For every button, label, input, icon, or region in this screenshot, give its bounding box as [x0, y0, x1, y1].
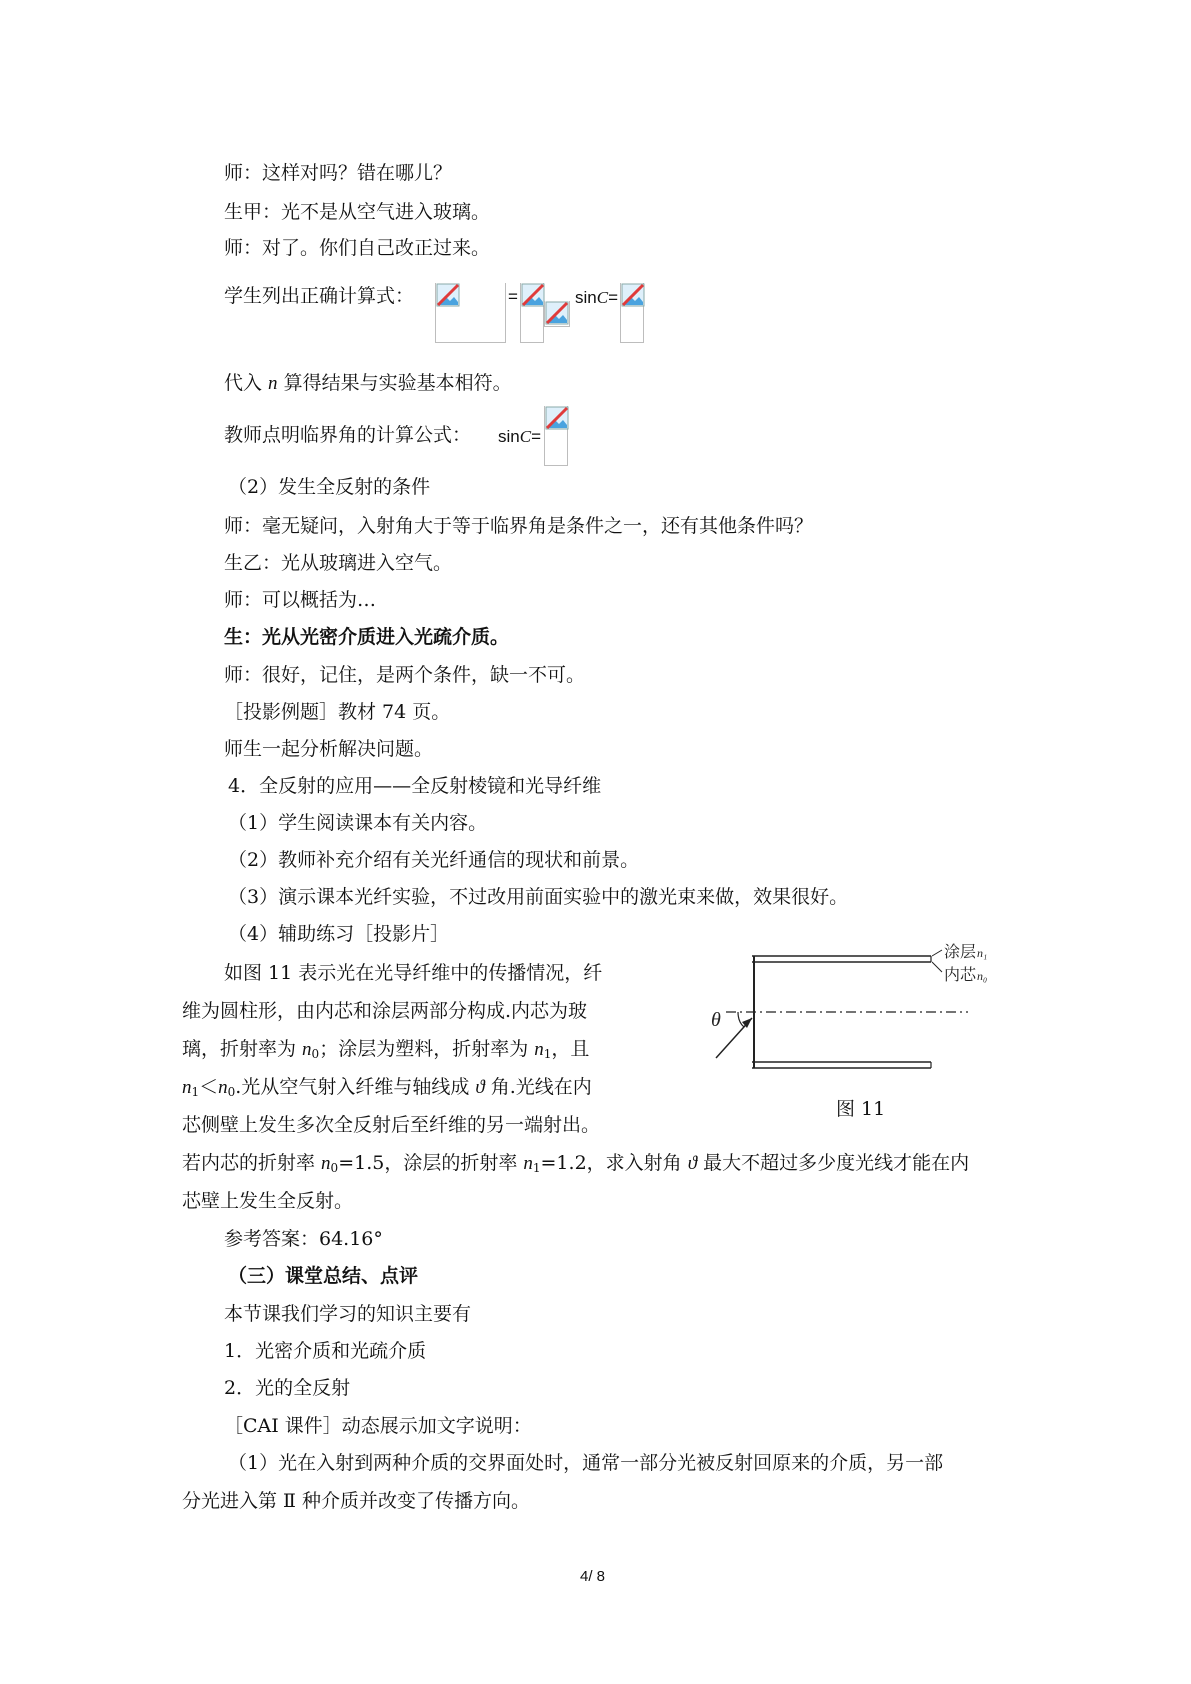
dialogue-line: 师：可以概括为… — [224, 589, 377, 611]
variable-n: n — [534, 1039, 544, 1060]
figure-caption: 图 11 — [836, 1098, 886, 1120]
text-segment: ，且 — [551, 1038, 590, 1060]
formula-image-placeholder — [544, 406, 568, 466]
broken-image-icon — [545, 406, 569, 430]
text-segment: 算得结果与实验基本相符。 — [277, 372, 512, 394]
text-segment: =1.2，求入射角 — [540, 1152, 688, 1174]
dialogue-line: 师：对了。你们自己改正过来。 — [224, 237, 491, 259]
variable-n: n — [268, 373, 278, 394]
coating-index-label: n₁ — [977, 946, 988, 960]
dialogue-line: 生乙：光从玻璃进入空气。 — [224, 552, 453, 574]
list-item: （4）辅助练习［投影片］ — [228, 923, 450, 945]
subscript: 1 — [543, 1047, 552, 1061]
formula-intro: 学生列出正确计算式： — [224, 285, 415, 307]
formula-image-placeholder — [435, 283, 506, 343]
sin-label: sin — [498, 427, 520, 446]
key-statement: 光从光密介质进入光疏介质。 — [262, 626, 510, 648]
answer-line: 参考答案：64.16° — [224, 1228, 383, 1250]
text-segment: ；涂层为塑料，折射率为 — [319, 1038, 535, 1060]
subscript: 1 — [191, 1085, 200, 1099]
text-line: 分光进入第 Ⅱ 种介质并改变了传播方向。 — [182, 1490, 530, 1512]
text-line: ［投影例题］教材 74 页。 — [224, 701, 451, 723]
broken-image-icon — [521, 283, 545, 307]
theta-label: θ — [711, 1009, 721, 1031]
variable-n: n — [302, 1039, 312, 1060]
theta-symbol: ϑ — [687, 1153, 698, 1174]
text-line: （1）光在入射到两种介质的交界面处时，通常一部分光被反射回原来的介质，另一部 — [228, 1452, 944, 1474]
text-segment: =1.5，涂层的折射率 — [338, 1152, 524, 1174]
dialogue-line: 师：很好，记住，是两个条件，缺一不可。 — [224, 664, 586, 686]
coating-label: 涂层 — [944, 942, 977, 961]
variable-n: n — [182, 1077, 192, 1098]
critical-angle-symbol: C — [519, 427, 532, 446]
problem-text: 维为圆柱形，由内芯和涂层两部分构成.内芯为玻 — [182, 1000, 588, 1022]
problem-text: 芯壁上发生全反射。 — [182, 1190, 354, 1212]
sin-label: sin — [575, 288, 597, 307]
formula-intro: 教师点明临界角的计算公式： — [224, 424, 472, 446]
broken-image-icon — [436, 283, 460, 307]
variable-n: n — [321, 1153, 331, 1174]
formula-image-placeholder — [620, 283, 644, 343]
subscript: 0 — [227, 1085, 236, 1099]
list-item: （1）学生阅读课本有关内容。 — [228, 812, 488, 834]
speaker-label: 生： — [224, 626, 263, 648]
formula-image-placeholder — [544, 301, 570, 327]
subscript: 0 — [311, 1047, 320, 1061]
less-than: ＜ — [199, 1076, 219, 1098]
variable-n: n — [523, 1153, 533, 1174]
equals-sign: = — [508, 287, 518, 306]
text-segment: 角.光线在内 — [484, 1076, 592, 1098]
text-line: 本节课我们学习的知识主要有 — [224, 1303, 472, 1325]
subscript: 0 — [330, 1161, 339, 1175]
text-segment: 最大不超过多少度光线才能在内 — [697, 1152, 970, 1174]
dialogue-line: 生甲：光不是从空气进入玻璃。 — [224, 201, 491, 223]
formula-text — [498, 424, 541, 450]
variable-n: n — [218, 1077, 228, 1098]
text-segment: 代入 — [224, 372, 269, 394]
text-line — [224, 370, 512, 397]
equals-sign: = — [608, 288, 619, 307]
subsection-heading: （2）发生全反射的条件 — [228, 476, 431, 498]
text-segment: .光从空气射入纤维与轴线成 — [235, 1076, 476, 1098]
problem-text — [182, 1074, 592, 1105]
optical-fiber-figure — [696, 940, 1008, 1090]
core-index-label: n₀ — [977, 969, 988, 983]
dialogue-line: 师：这样对吗？错在哪儿？ — [224, 162, 453, 184]
list-item: （3）演示课本光纤实验，不过改用前面实验中的激光束来做，效果很好。 — [228, 886, 849, 908]
text-segment: 若内芯的折射率 — [182, 1152, 322, 1174]
broken-image-icon — [621, 283, 645, 307]
page-number: 4/ 8 — [580, 1568, 606, 1585]
equals-sign: = — [531, 427, 542, 446]
formula-text — [575, 285, 618, 311]
section-heading: 4．全反射的应用——全反射棱镜和光导纤维 — [228, 775, 602, 797]
dialogue-line — [224, 624, 509, 650]
text-segment: 璃，折射率为 — [182, 1038, 303, 1060]
critical-angle-symbol: C — [596, 288, 609, 307]
list-item: 2．光的全反射 — [224, 1377, 351, 1399]
broken-image-icon — [545, 301, 569, 325]
formula-image-placeholder — [520, 283, 544, 343]
text-line: ［CAI 课件］动态展示加文字说明： — [224, 1415, 532, 1437]
section-heading: （三）课堂总结、点评 — [228, 1265, 419, 1287]
dialogue-line: 师：毫无疑问，入射角大于等于临界角是条件之一，还有其他条件吗？ — [224, 515, 814, 537]
problem-text — [182, 1036, 589, 1067]
list-item: 1．光密介质和光疏介质 — [224, 1340, 427, 1362]
theta-symbol: ϑ — [475, 1077, 485, 1098]
text-line: 师生一起分析解决问题。 — [224, 738, 434, 760]
problem-text: 如图 11 表示光在光导纤维中的传播情况，纤 — [224, 962, 603, 984]
problem-text: 芯侧壁上发生多次全反射后至纤维的另一端射出。 — [182, 1114, 601, 1136]
problem-text — [182, 1150, 969, 1181]
list-item: （2）教师补充介绍有关光纤通信的现状和前景。 — [228, 849, 640, 871]
subscript: 1 — [532, 1161, 541, 1175]
core-label: 内芯 — [944, 965, 977, 984]
angle-arc — [738, 1012, 744, 1027]
